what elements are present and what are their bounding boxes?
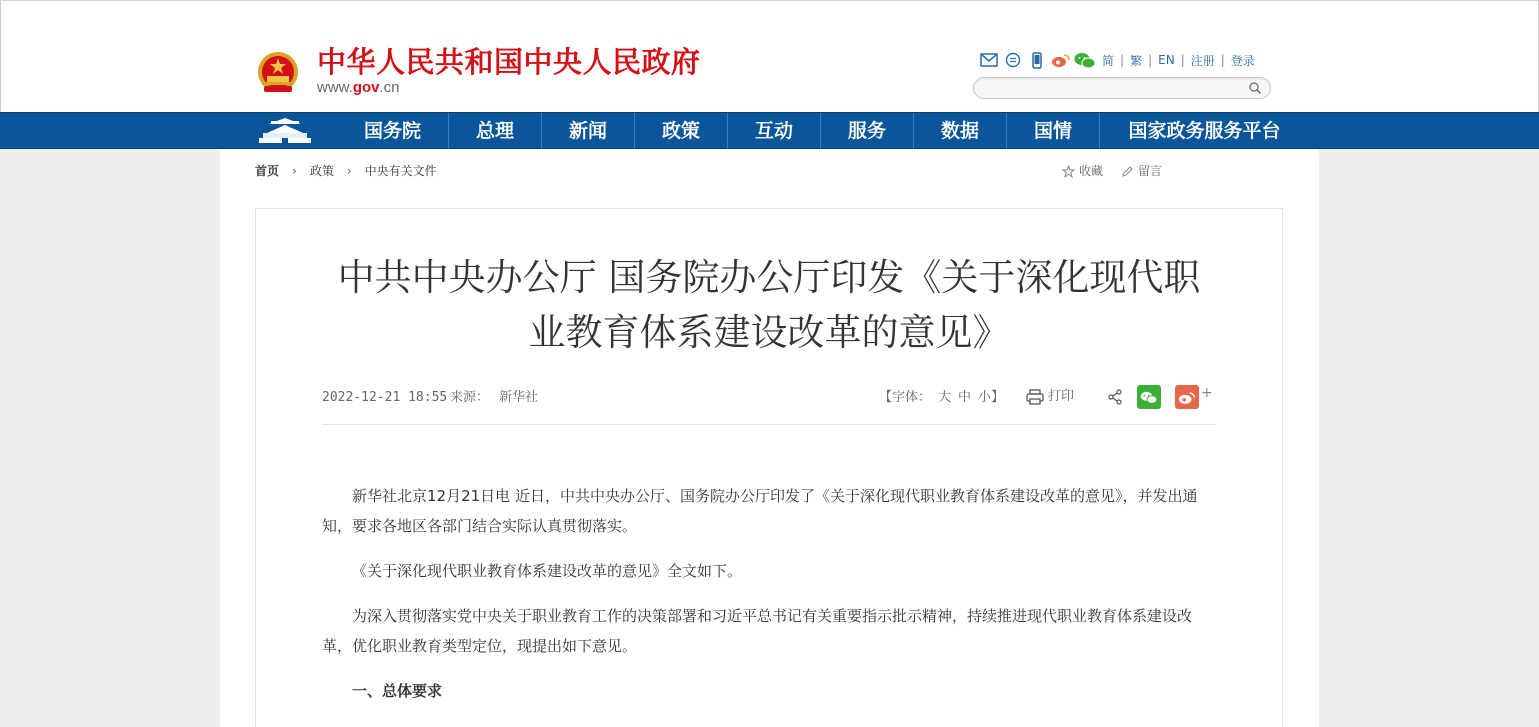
domain-suffix: .cn [379, 79, 400, 96]
mail-icon[interactable] [978, 50, 1000, 70]
nav-item-news[interactable]: 新闻 [541, 113, 634, 149]
pencil-icon [1121, 165, 1134, 178]
separator: | [1120, 53, 1125, 67]
top-tools [978, 50, 1259, 70]
printer-icon [1026, 389, 1044, 405]
nav-item-national-info[interactable]: 国情 [1006, 113, 1099, 149]
share-wechat-button[interactable] [1137, 385, 1161, 409]
share-icon[interactable] [1107, 389, 1123, 405]
share-bar [1107, 385, 1213, 409]
font-size-large[interactable]: 大 [938, 390, 952, 405]
tiananmen-home-icon[interactable] [255, 116, 315, 146]
nav-items [337, 113, 1309, 149]
paragraph: 为深入贯彻落实党中央关于职业教育工作的决策部署和习近平总书记有关重要指示批示精神，持续推进现代职业教育体系建设改革，优化职业教育类型定位，现提出如下意见。 [322, 607, 1193, 655]
breadcrumb-home[interactable]: 首页 [255, 164, 280, 178]
breadcrumb-policy[interactable]: 政策 [309, 164, 334, 178]
share-weibo-button[interactable] [1175, 385, 1199, 409]
nav-item-interaction[interactable]: 互动 [727, 113, 820, 149]
paragraph: 《关于深化现代职业教育体系建设改革的意见》全文如下。 [352, 562, 743, 580]
separator: | [1220, 53, 1225, 67]
chevron-right-icon: › [292, 164, 297, 178]
separator: | [1180, 53, 1185, 67]
register-link[interactable]: 注册 [1190, 53, 1215, 68]
article-title-line1: 中共中央办公厅 国务院办公厅印发《关于深化现代职 [337, 256, 1201, 299]
site-header [0, 0, 1539, 112]
domain-prefix: www. [317, 79, 353, 96]
login-link[interactable]: 登录 [1230, 53, 1255, 68]
search-input[interactable] [974, 79, 1244, 99]
font-size-medium[interactable]: 中 [958, 390, 972, 405]
nav-item-services[interactable]: 服务 [820, 113, 913, 149]
favorite-label: 收藏 [1079, 164, 1104, 178]
favorite-button[interactable] [1062, 163, 1103, 179]
section-heading: 一、总体要求 [352, 682, 443, 700]
english-link[interactable]: EN [1158, 53, 1175, 67]
breadcrumb [255, 163, 437, 179]
message-button[interactable] [1121, 163, 1162, 179]
paragraph: 新华社北京12月21日电 近日，中共中央办公厅、国务院办公厅印发了《关于深化现代职业教育体系建设改革的意见》，并发出通知，要求各地区各部门结合实际认真贯彻落实。 [322, 487, 1198, 535]
wechat-icon[interactable] [1074, 50, 1096, 70]
article-title-line2: 业教育体系建设改革的意见》 [528, 311, 1010, 354]
article-body [322, 481, 1216, 721]
nav-item-state-council[interactable]: 国务院 [363, 120, 421, 142]
publish-date: 2022-12-21 18:55 [322, 390, 448, 405]
print-button[interactable] [1026, 388, 1074, 406]
share-more-button[interactable]: + [1201, 385, 1213, 401]
nav-item-data[interactable]: 数据 [913, 113, 1006, 149]
font-size-small[interactable]: 小】 [978, 390, 1005, 405]
search-box [973, 77, 1271, 99]
breadcrumb-central-docs[interactable]: 中央有关文件 [364, 164, 437, 178]
search-icon[interactable] [1248, 81, 1262, 95]
weibo-icon [1178, 390, 1196, 405]
nav-item-premier[interactable]: 总理 [448, 113, 541, 149]
domain-gov: gov [352, 79, 380, 96]
simplified-link[interactable]: 简 [1102, 53, 1115, 68]
site-title[interactable]: 中华人民共和国中央人民政府 [317, 45, 701, 79]
article-meta [322, 385, 1216, 409]
print-label: 打印 [1048, 389, 1075, 404]
meta-divider [322, 424, 1216, 425]
chat-icon[interactable] [1002, 50, 1024, 70]
nav-item-policy[interactable]: 政策 [634, 113, 727, 149]
weibo-icon[interactable] [1050, 50, 1072, 70]
source-label: 来源： [450, 390, 490, 405]
message-label: 留言 [1138, 164, 1163, 178]
national-emblem-icon[interactable] [256, 50, 300, 96]
font-size-selector [879, 389, 1004, 407]
star-icon [1062, 165, 1075, 178]
site-domain[interactable] [317, 79, 400, 97]
mobile-icon[interactable] [1026, 50, 1048, 70]
chevron-right-icon: › [346, 164, 352, 178]
nav-item-service-platform[interactable]: 国家政务服务平台 [1099, 113, 1309, 149]
font-size-label: 【字体： [879, 390, 932, 405]
main-nav [0, 112, 1539, 149]
traditional-link[interactable]: 繁 [1130, 53, 1143, 68]
article-title [322, 250, 1216, 360]
source-name: 新华社 [499, 390, 539, 405]
separator: | [1148, 53, 1153, 67]
wechat-icon [1140, 390, 1158, 405]
side-actions [1062, 163, 1162, 179]
